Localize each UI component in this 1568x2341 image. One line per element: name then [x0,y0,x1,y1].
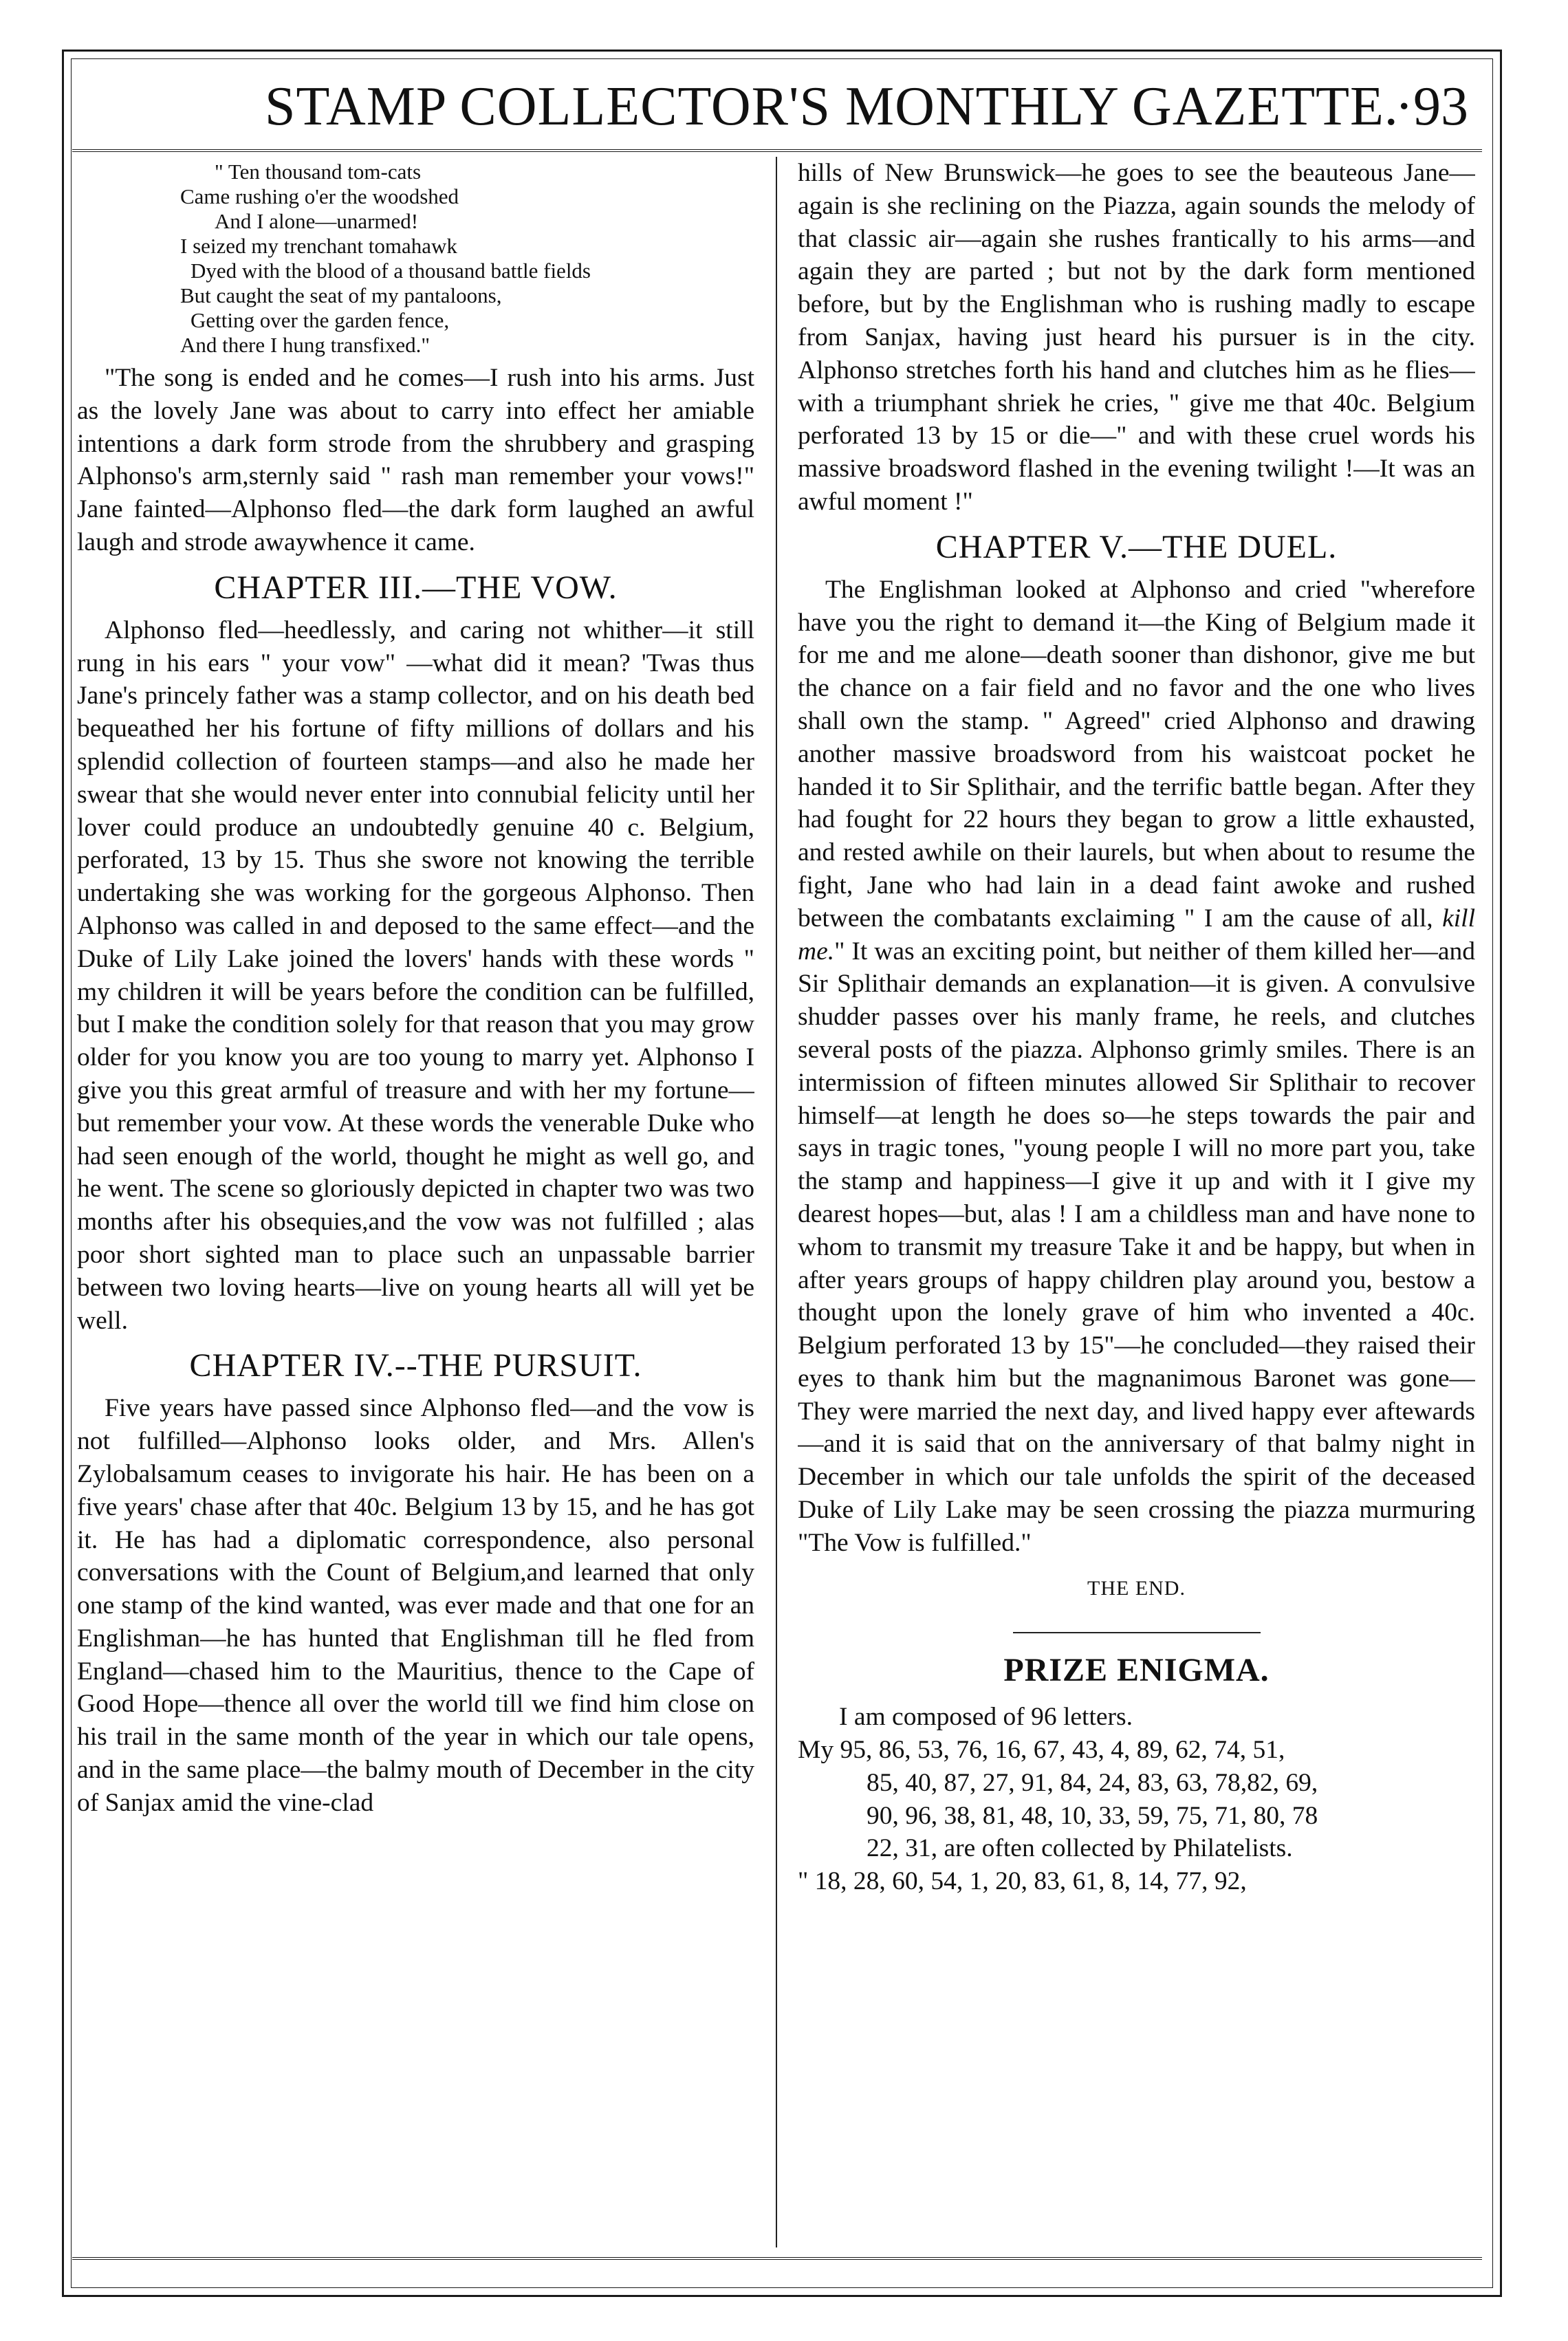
enigma-line: " 18, 28, 60, 54, 1, 20, 83, 61, 8, 14, 77, 92, [798,1867,1247,1896]
verse-line: Came rushing o'er the woodshed [180,184,459,208]
kill-me-italic: kill me. [798,904,1475,966]
enigma-line: I am composed of 96 letters. [839,1703,1133,1732]
verse-line: And there I hung transfixed." [180,333,431,357]
the-end-label: THE END. [1087,1576,1186,1600]
paragraph-chapter-5 [798,574,1475,1560]
chapter-3-heading: CHAPTER III.—THE VOW. [214,569,618,606]
verse-line: I seized my trenchant tomahawk [180,234,457,258]
column-divider [776,157,777,2247]
masthead [72,70,1482,152]
enigma-line: 90, 96, 38, 81, 48, 10, 33, 59, 75, 71, 80, 78 [867,1801,1318,1830]
verse-line: And I alone—unarmed! [215,209,419,233]
paragraph-chapter-4-continued: hills of New Brunswick—he goes to see the beauteous Jane—again is she reclining on the Piazza, again sounds the melody of that classic air—again she rushes frantically to his arms—and again they are parted ; but not by the dark form mentioned before, but by the Englishman who is rushing madly to escape from Sanjax, having just heard his pursuer is in the city. Alphonso stretches forth his hand and clutches him as he flies—with a triumphant shriek he cries, " give me that 40c. Belgium perforated 13 by 15 or die—" and with these cruel words his massive broadsword flashed in the evening twilight !—It was an awful moment !" [798,159,1475,516]
verse-stanza [77,160,754,358]
enigma-line: My 95, 86, 53, 76, 16, 67, 43, 4, 89, 62, 74, 51, [798,1736,1285,1765]
verse-line: But caught the seat of my pantaloons, [180,283,502,307]
chapter-5-heading: CHAPTER V.—THE DUEL. [935,528,1338,565]
paragraph-chapter-4: Five years have passed since Alphonso fled—and the vow is not fulfilled—Alphonso looks older, and Mrs. Allen's Zylobalsamum ceases to invigorate his hair. He has been on a five years' chase after that 40c. Belgium 13 by 15, and he has got it. He has had a diplomatic correspondence, also personal conversations with the Count of Belgium,and learned that only one stamp of the kind wanted, was ever made and that one for an Englishman—he has hunted that Englishman till he fled from England—chased him to the Mauritius, thence to the Cape of Good Hope—thence all over the world till we find him close on his trail in the same month of the year in which our tale opens, and in the same place—the balmy mouth of December in the city of Sanjax amid the vine-clad [77,1394,754,1817]
verse-line: " Ten thousand tom-cats [215,160,422,184]
chapter-5-text-part-b: " It was an exciting point, but neither of them killed her—and Sir Splithair demands an explanation—it is given. A convulsive shudder passes over his manly frame, he reels, and clutches several posts of the piazza. Alphonso grimly smiles. There is an intermission of fifteen minutes allowed Sir Splithair to recover himself—at length he does so—he steps towards the pair and says in tragic tones, "young people I will no more part you, take the stamp and happiness—I give it up and with it I give my dearest hopes—but, alas ! I am a childless man and have none to whom to transmit my treasure Take it and be happy, but when in after years groups of happy children play around you, bestow a thought upon the lonely grave of him who invented a 40c. Belgium perforated 13 by 15"—he concluded—they raised their eyes to thank him but the magnanimous Baronet was gone—They were married the next day, and lived happy ever aftewards—and it is said that on the anniversary of that balmy night in December in which our tale unfolds the spirit of the deceased Duke of Lily Lake may be seen crossing the piazza murmuring "The Vow is fulfilled." [798,937,1475,1557]
left-column [77,157,754,2247]
section-divider [1013,1632,1261,1633]
paragraph-song-ended: "The song is ended and he comes—I rush into his arms. Just as the lovely Jane was about to carry into effect her amiable intentions a dark form strode from the shrubbery and grasping Alphonso's arm,sternly said " rash man remember your vows!" Jane fainted—Alphonso fled—the dark form laughed an awful laugh and strode awaywhence it came. [77,364,754,556]
paragraph-chapter-3: Alphonso fled—heedlessly, and caring not whither—it still rung in his ears " your vow" —what did it mean? 'Twas thus Jane's princely father was a stamp collector, and on his death bed bequeathed her his fortune of fifty millions of dollars and his splendid collection of fourteen stamps—and also he made her swear that she would never enter into connubial felicity until her lover could produce an undoubtedly genuine 40 c. Belgium, perforated, 13 by 15. Thus she swore not knowing the terrible undertaking she was working for the gorgeous Alphonso. Then Alphonso was called in and deposed to the same effect—and the Duke of Lily Lake joined the lovers' hands with these words " my children it will be years before the condition can be fulfilled, but I make the condition solely for that reason that you may grow older for you know you are too young to marry yet. Alphonso I give you this great armful of treasure and with her my fortune—but remember your vow. At these words the venerable Duke who had seen enough of the world, thought he might as well go, and he went. The scene so gloriously depicted in chapter two was two months after his obsequies,and the vow was not fulfilled ; alas poor short sighted man to place such an unpassable barrier between two loving hearts—live on young hearts all will yet be well. [77,616,754,1335]
chapter-4-heading: CHAPTER IV.--THE PURSUIT. [189,1347,642,1384]
page-number: ·93 [1395,76,1468,137]
chapter-5-text-part-a: The Englishman looked at Alphonso and cried "wherefore have you the right to demand it—the King of Belgium made it for me and me alone—death sooner than dishonor, give me but the chance on a fair field and no favor and the one who lives shall own the stamp. " Agreed" cried Alphonso and drawing another massive broadsword from his waistcoat pocket he handed it to Sir Splithair, and the terrific battle began. After they had fought for 22 hours they began to grow a little exhausted, and rested awhile on their laurels, but when about to resume the fight, Jane who had lain in a dead faint awoke and rushed between the combatants exclaiming " I am the cause of all, [798,575,1475,933]
prize-enigma-heading: PRIZE ENIGMA. [1003,1652,1270,1689]
verse-line: Getting over the garden fence, [190,308,450,332]
enigma-line: 22, 31, are often collected by Philatelists. [867,1834,1293,1863]
bottom-rule [72,2257,1482,2260]
verse-line: Dyed with the blood of a thousand battle fields [190,259,591,283]
enigma-line: 85, 40, 87, 27, 91, 84, 24, 83, 63, 78,82, 69, [867,1768,1318,1797]
gazette-title: STAMP COLLECTOR'S MONTHLY GAZETTE. [265,76,1399,137]
right-column [798,157,1475,2247]
